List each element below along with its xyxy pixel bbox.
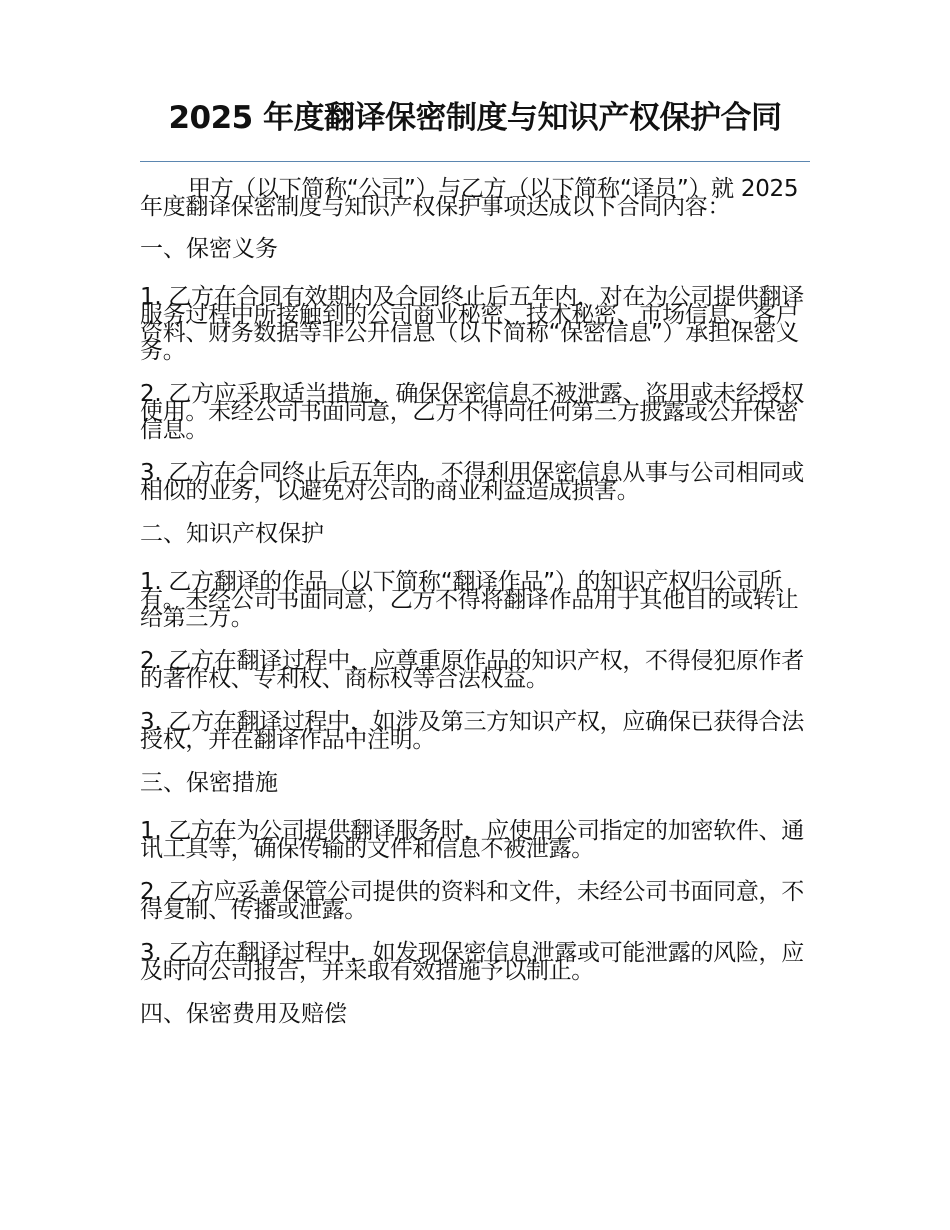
section-heading: 一、保密义务 [140, 236, 278, 262]
document-title: 2025 年度翻译保密制度与知识产权保护合同 [168, 100, 782, 136]
section-fees-compensation [140, 1001, 810, 1027]
clause: 2. 乙方在翻译过程中，应尊重原作品的知识产权，不得侵犯原作者的著作权、专利权、商标权等合法权益。 [140, 648, 804, 692]
clause: 3. 乙方在翻译过程中，如发现保密信息泄露或可能泄露的风险，应及时向公司报告，并采取有效措施予以制止。 [140, 940, 804, 984]
clause: 1. 乙方在为公司提供翻译服务时，应使用公司指定的加密软件、通讯工具等，确保传输的文件和信息不被泄露。 [140, 818, 804, 862]
section-heading: 二、知识产权保护 [140, 521, 324, 547]
clause: 2. 乙方应妥善保管公司提供的资料和文件，未经公司书面同意，不得复制、传播或泄露。 [140, 879, 804, 923]
clause: 1. 乙方在合同有效期内及合同终止后五年内，对在为公司提供翻译服务过程中所接触到的公司商业秘密、技术秘密、市场信息、客户资料、财务数据等非公开信息（以下简称“保密信息”）承担保密义务。 [140, 284, 804, 364]
document-body [140, 176, 810, 1053]
clause: 3. 乙方在翻译过程中，如涉及第三方知识产权，应确保已获得合法授权，并在翻译作品中注明。 [140, 709, 804, 753]
section-security-measures [140, 770, 810, 984]
clause: 2. 乙方应采取适当措施，确保保密信息不被泄露、盗用或未经授权使用。未经公司书面同意，乙方不得向任何第三方披露或公开保密信息。 [140, 381, 804, 443]
section-ip-protection [140, 521, 810, 753]
section-confidentiality [140, 236, 810, 504]
section-heading: 四、保密费用及赔偿 [140, 1001, 347, 1027]
title-divider [140, 161, 810, 162]
clause: 3. 乙方在合同终止后五年内，不得利用保密信息从事与公司相同或相似的业务，以避免对公司的商业利益造成损害。 [140, 460, 804, 504]
intro-paragraph: 甲方（以下简称“公司”）与乙方（以下简称“译员”）就 2025 年度翻译保密制度与知识产权保护事项达成以下合同内容： [140, 176, 799, 220]
section-heading: 三、保密措施 [140, 770, 278, 796]
clause: 1. 乙方翻译的作品（以下简称“翻译作品”）的知识产权归公司所有。未经公司书面同意，乙方不得将翻译作品用于其他目的或转让给第三方。 [140, 569, 799, 631]
